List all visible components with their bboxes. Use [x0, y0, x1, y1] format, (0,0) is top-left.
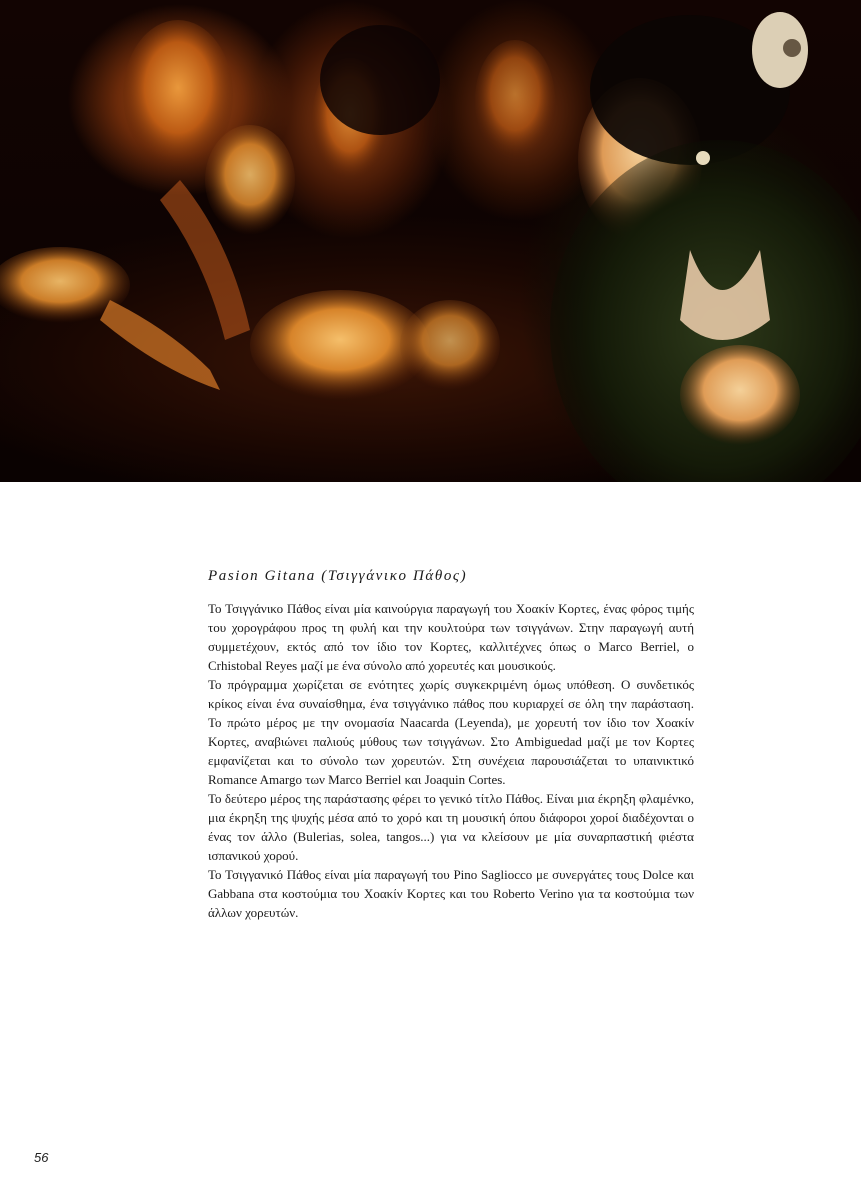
article-paragraph: Το Τσιγγάνικο Πάθος είναι μία καινούργια παραγωγή του Χοακίν Κορτες, ένας φόρος τιμής του χορογράφου προς τη φυλή και την κουλτούρα των τσιγγάνων. Στην παραγωγή αυτή συμμετέχουν, εκτός από τον ίδιο τον Κορτες, καλλιτέχνες όπως ο Marco Berriel, ο Crhistobal Reyes μαζί με ένα σύνολο από χορευτές και μουσικούς. — [208, 601, 694, 673]
header-photo — [0, 0, 861, 482]
flamenco-performers-photo-icon — [0, 0, 861, 482]
article-paragraph: Το πρόγραμμα χωρίζεται σε ενότητες χωρίς συγκεκριμένη όμως υπόθεση. Ο συνδετικός κρίκος είναι ένα συναίσθημα, ένα τσιγγάνικο πάθος που κυριαρχεί σε όλη την παράσταση. Το πρώτο μέρος με την ονομασία Naacarda (Leyenda), με χορευτή τον ίδιο τον Χοακίν Κορτες, αναβιώνει παλιούς μύθους των τσιγγάνων. Στο Ambiguedad μαζί με τον Κορτες εμφανίζεται και το σύνολο των χορευτών. Στη συνέχεια παρουσιάζεται το υπαινικτικό Romance Amargo των Marco Berriel και Joaquin Cortes. — [208, 677, 694, 787]
article-paragraph: Το Τσιγγανικό Πάθος είναι μία παραγωγή του Pino Sagliocco με συνεργάτες τους Dolce και Gabbana στα κοστούμια του Χοακίν Κορτες και του Roberto Verino για τα κοστούμια των άλλων χορευτών. — [208, 867, 694, 920]
article-title: Pasion Gitana (Τσιγγάνικο Πάθος) — [208, 568, 468, 584]
article-paragraph: Το δεύτερο μέρος της παράστασης φέρει το γενικό τίτλο Πάθος. Είναι μια έκρηξη φλαμένκο, μια έκρηξη της ψυχής μέσα από το χορό και τη μουσική όπου διάφοροι χοροί διαδέχονται ο ένας τον άλλο (Bulerias, solea, tangos...) για να κλείσουν με μία συναρπαστική φιέστα ισπανικού χορού. — [208, 791, 694, 863]
page-number: 56 — [34, 1150, 49, 1165]
article — [208, 568, 694, 922]
